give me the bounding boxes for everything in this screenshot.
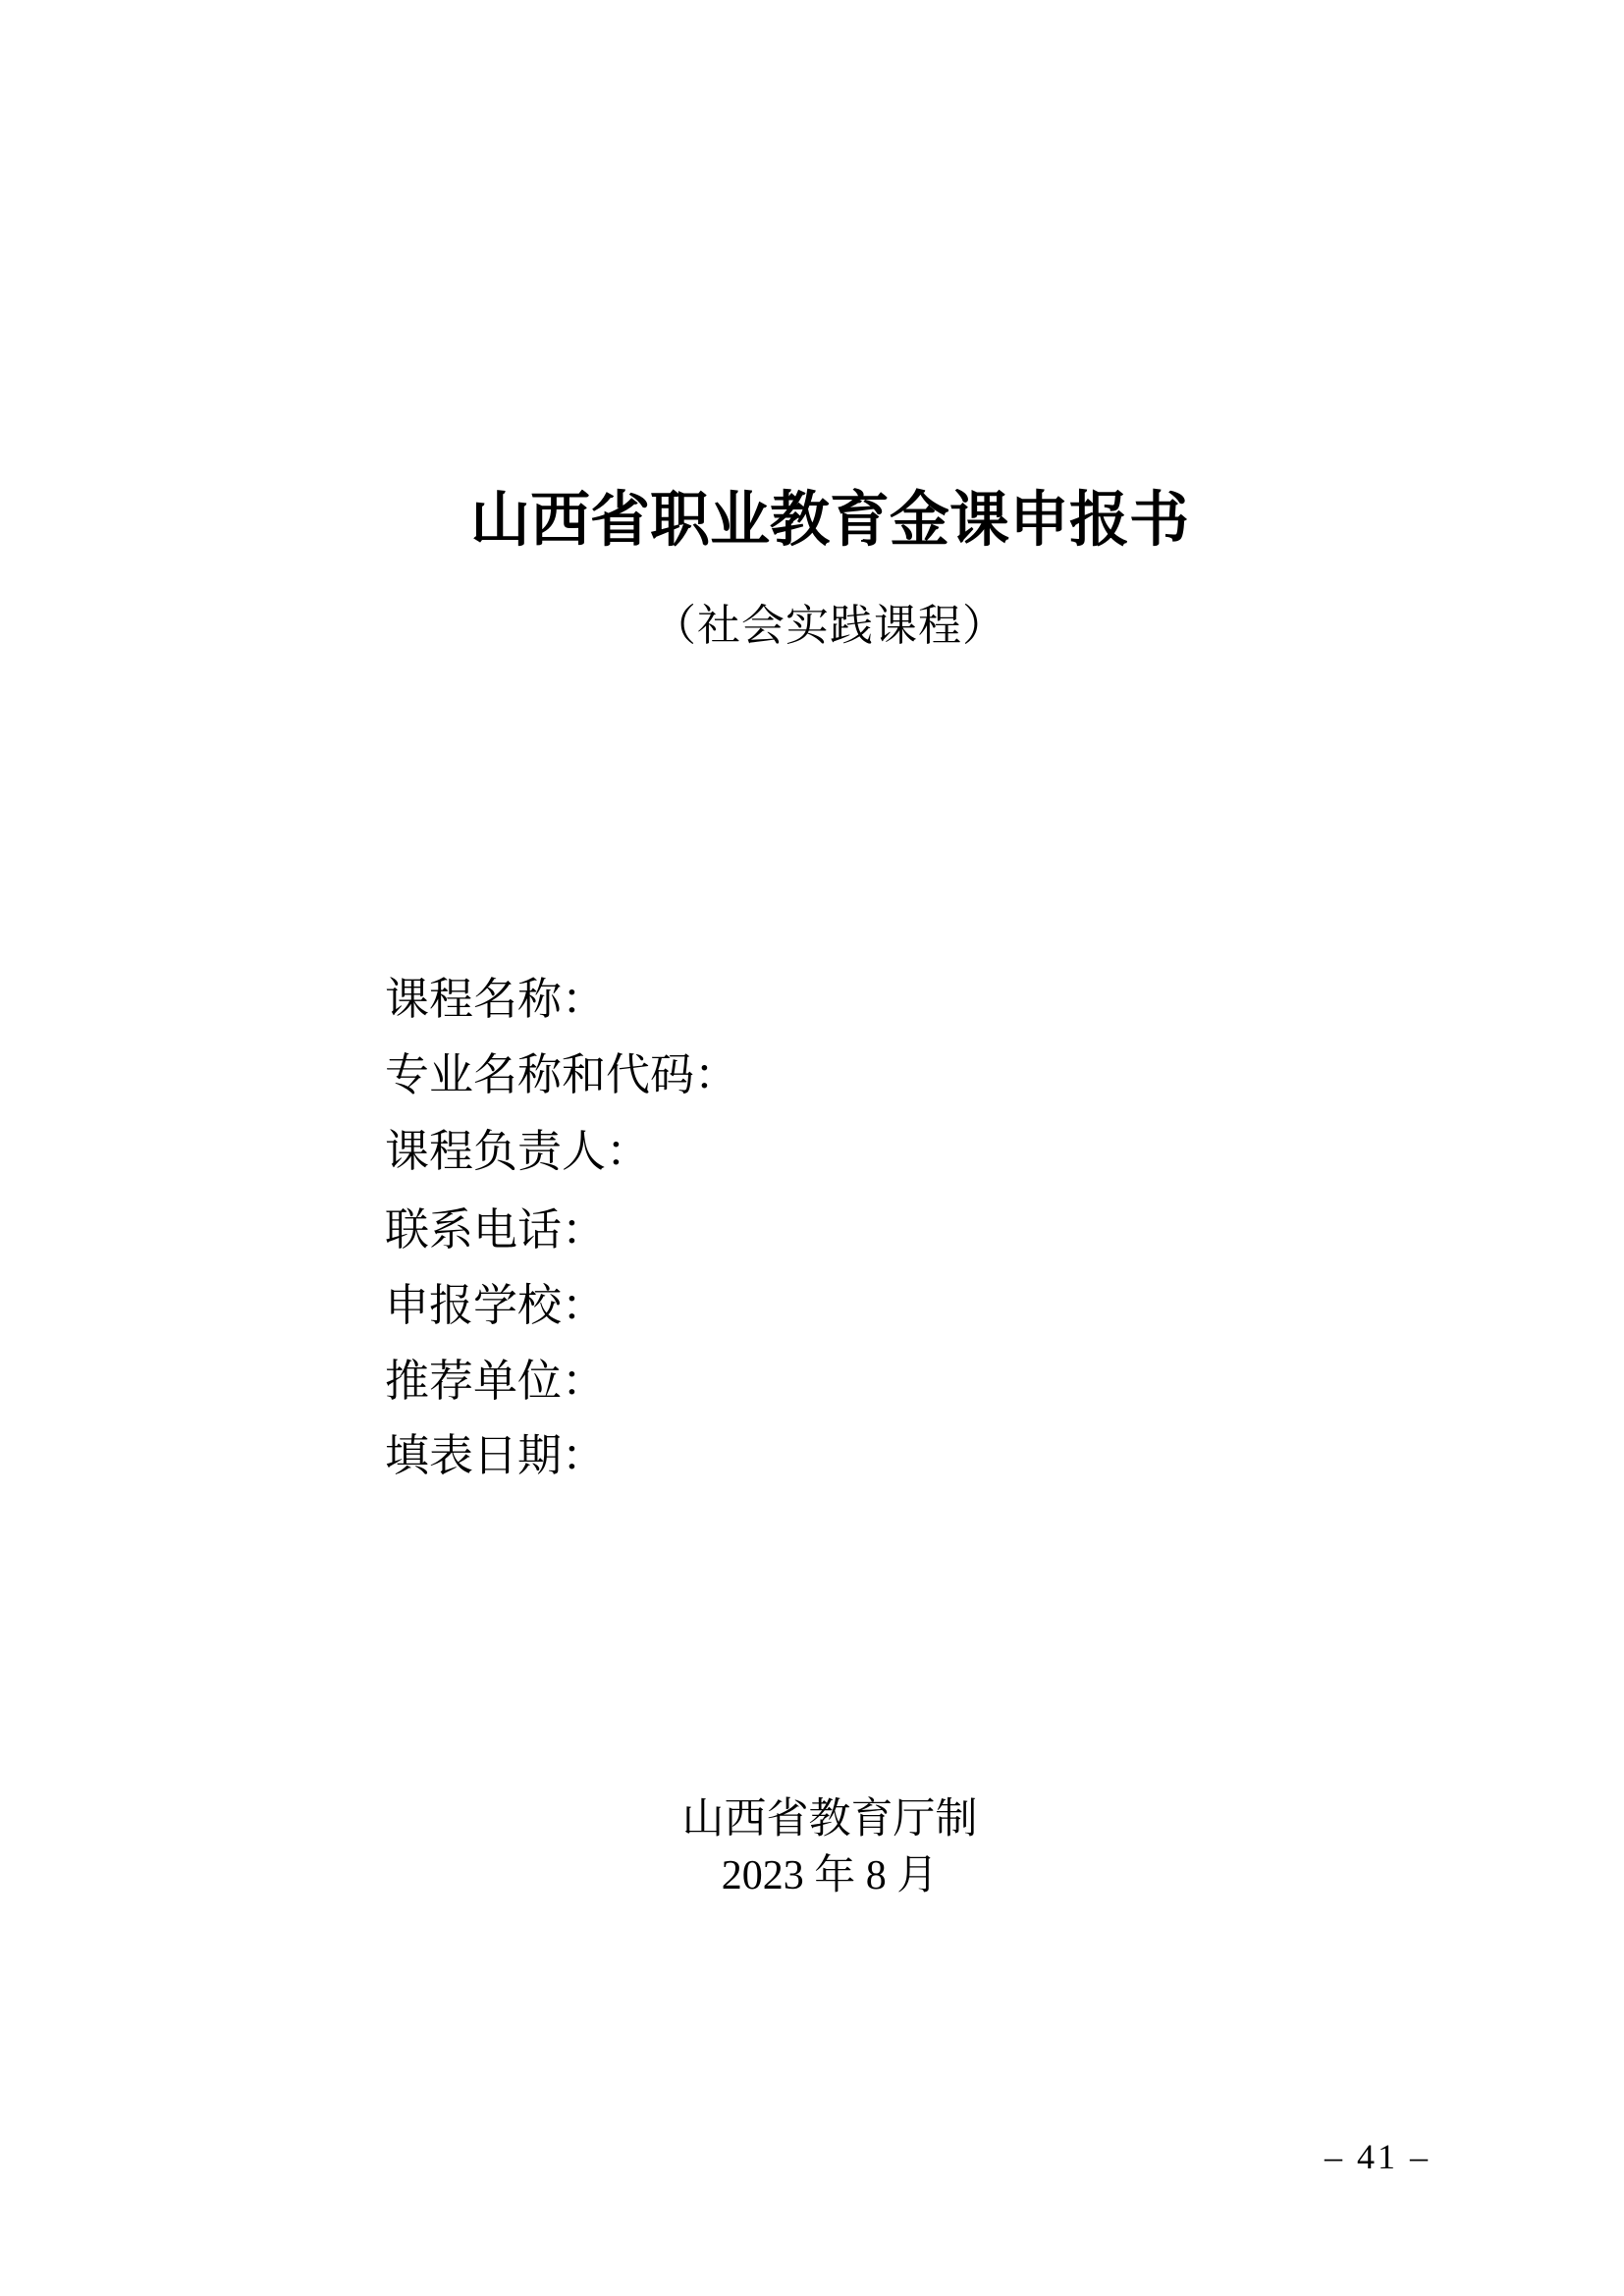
field-contact-phone [385,1203,959,1255]
document-subtitle: （社会实践课程） [653,601,1006,651]
field-major-name-and-code [385,1048,1092,1100]
field-major-name-and-code-label: 专业名称和代码： [385,1048,739,1100]
field-recommending-unit [385,1355,959,1407]
field-course-leader-label: 课程负责人： [385,1125,651,1177]
field-applicant-school-label: 申报学校： [385,1279,607,1331]
field-fill-date-label: 填表日期： [385,1429,607,1481]
footer-issue-date: 2023 年 8 月 [721,1853,939,1898]
field-contact-phone-label: 联系电话： [385,1203,607,1255]
field-applicant-school [385,1279,959,1331]
document-title: 山西省职业教育金课申报书 [469,485,1189,555]
field-course-name-label: 课程名称： [385,973,607,1025]
field-course-name [385,973,959,1025]
field-fill-date [385,1429,959,1481]
page-number: – 41 – [1325,2137,1431,2176]
field-course-leader [385,1125,1003,1177]
footer-issuer: 山西省教育厅制 [681,1794,978,1843]
field-recommending-unit-label: 推荐单位： [385,1355,607,1407]
